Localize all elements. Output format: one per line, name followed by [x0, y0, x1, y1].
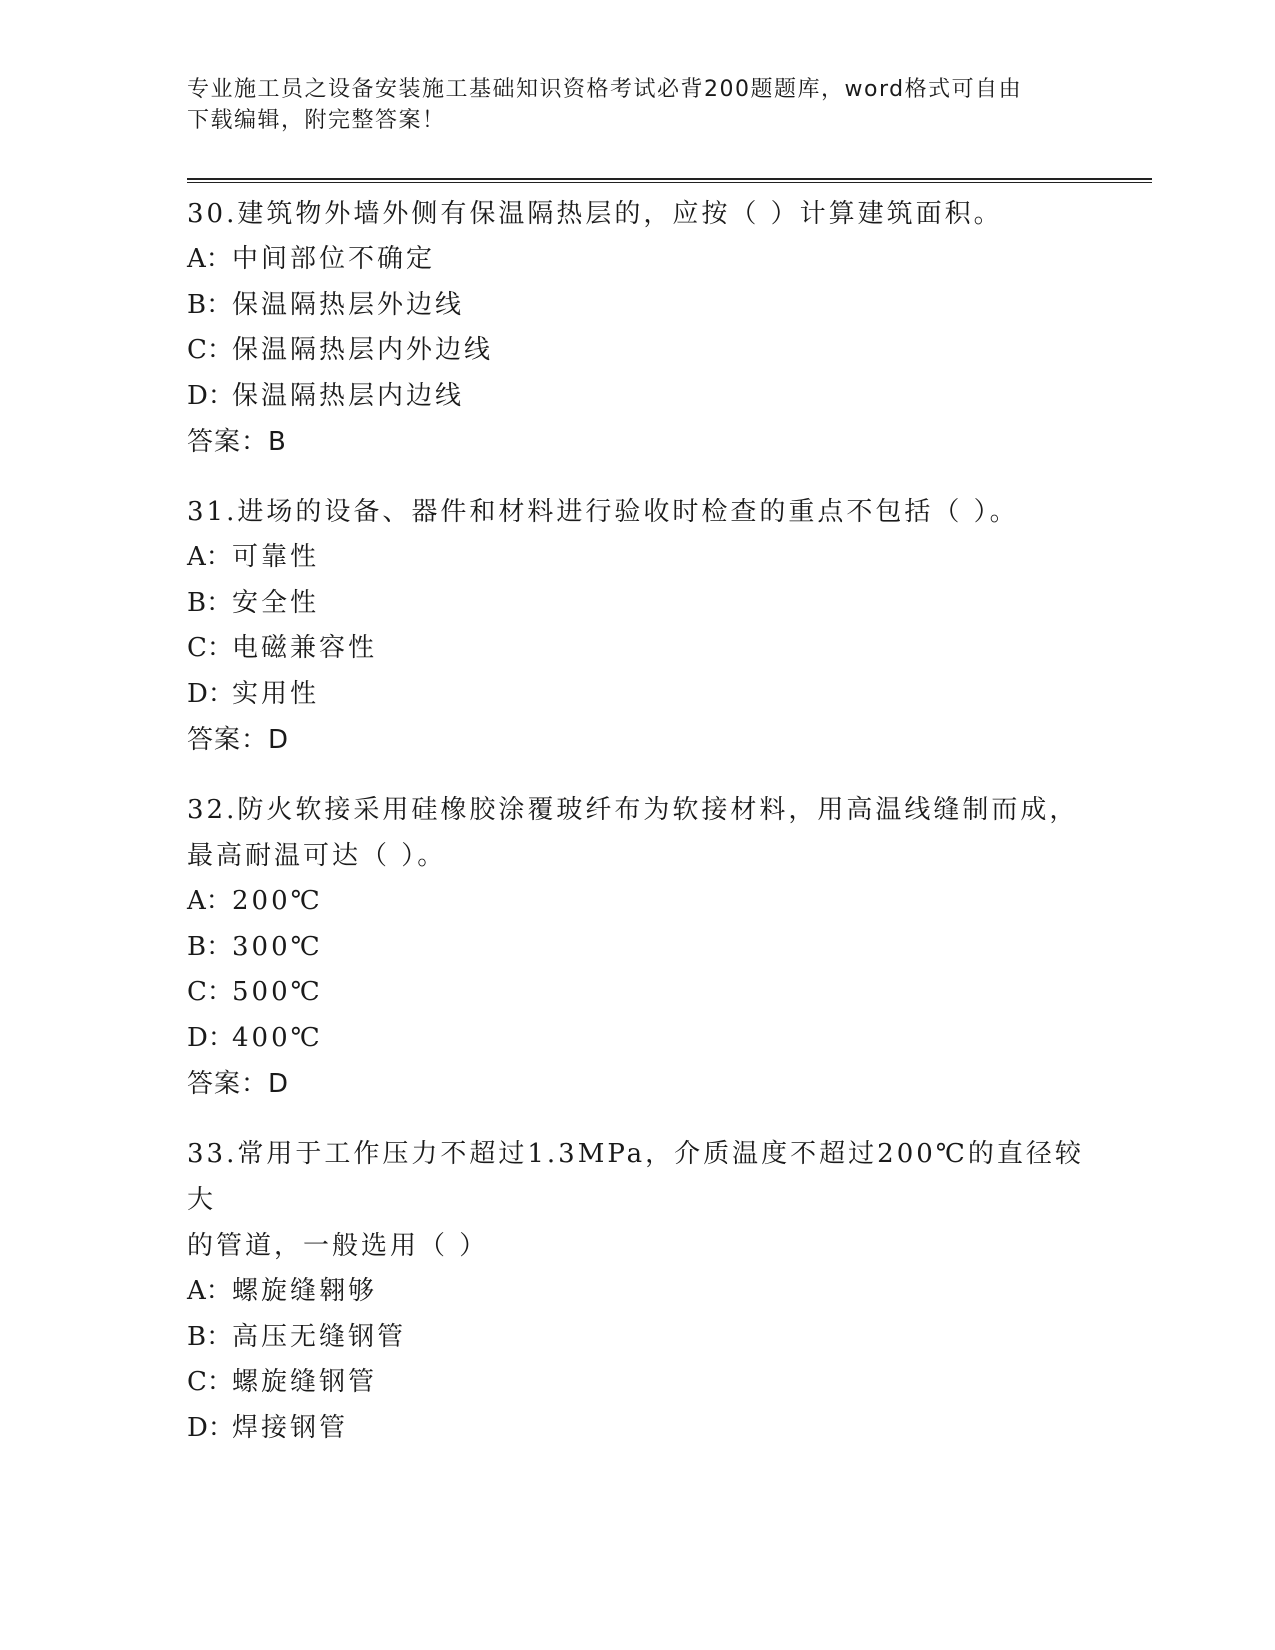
- option-text: 实用性: [232, 678, 320, 709]
- option-letter: B：: [187, 289, 233, 320]
- option-c: [187, 1360, 1087, 1406]
- option-text: 300℃: [232, 931, 323, 962]
- answer-line: 答案：D: [187, 1069, 290, 1099]
- option-b: [187, 283, 1087, 329]
- option-a: [187, 1269, 1087, 1315]
- option-text: 可靠性: [232, 542, 320, 572]
- option-d: [187, 374, 1087, 420]
- question-list: [187, 191, 1087, 1475]
- option-text: 螺旋缝翱够: [232, 1276, 378, 1306]
- option-c: [187, 626, 1087, 672]
- question-text: 30.建筑物外墙外侧有保温隔热层的，应按（ ）计算建筑面积。: [187, 199, 1003, 229]
- question-33: [187, 1131, 1087, 1451]
- option-letter: A：: [187, 244, 232, 274]
- header-line-2: 下载编辑，附完整答案！: [187, 108, 446, 133]
- option-text: 高压无缝钢管: [232, 1321, 407, 1352]
- option-letter: B：: [187, 931, 233, 962]
- option-text: 焊接钢管: [232, 1412, 349, 1443]
- option-d: [187, 672, 1087, 718]
- option-letter: C：: [187, 633, 233, 663]
- option-letter: B：: [187, 587, 233, 618]
- option-letter: A：: [187, 542, 232, 572]
- header-divider: [187, 178, 1152, 183]
- option-letter: A：: [187, 886, 232, 916]
- question-30: [187, 191, 1087, 465]
- option-d: [187, 1016, 1087, 1062]
- header-line-1: 专业施工员之设备安装施工基础知识资格考试必背200题题库，word格式可自由: [187, 77, 1023, 102]
- option-b: [187, 581, 1087, 627]
- option-text: 保温隔热层内边线: [232, 380, 465, 411]
- option-b: [187, 1315, 1087, 1361]
- question-text: 31.进场的设备、器件和材料进行验收时检查的重点不包括（ ）。: [187, 497, 1019, 527]
- option-text: 电磁兼容性: [232, 633, 378, 663]
- option-b: [187, 925, 1087, 971]
- option-text: 保温隔热层内外边线: [232, 335, 494, 365]
- answer-line: 答案：B: [187, 427, 287, 457]
- option-letter: B：: [187, 1321, 233, 1352]
- option-text: 500℃: [232, 977, 323, 1007]
- option-a: [187, 535, 1087, 581]
- question-text: 32.防火软接采用硅橡胶涂覆玻纤布为软接材料，用高温线缝制而成，: [187, 795, 1079, 825]
- option-text: 保温隔热层外边线: [232, 289, 465, 320]
- option-letter: D：: [187, 1022, 234, 1053]
- option-letter: A：: [187, 1276, 232, 1306]
- option-text: 螺旋缝钢管: [232, 1367, 378, 1397]
- option-letter: C：: [187, 1367, 233, 1397]
- option-text: 安全性: [232, 587, 320, 618]
- option-text: 200℃: [232, 886, 323, 916]
- option-letter: D：: [187, 678, 234, 709]
- option-text: 中间部位不确定: [232, 244, 436, 274]
- question-text-continued: 最高耐温可达（ ）。: [187, 841, 447, 871]
- option-c: [187, 328, 1087, 374]
- option-letter: C：: [187, 335, 233, 365]
- option-c: [187, 970, 1087, 1016]
- option-letter: C：: [187, 977, 233, 1007]
- option-text: 400℃: [232, 1022, 323, 1053]
- question-31: [187, 489, 1087, 763]
- document-header: [187, 74, 1087, 136]
- option-letter: D：: [187, 1412, 234, 1443]
- answer-line: 答案：D: [187, 725, 290, 755]
- option-a: [187, 237, 1087, 283]
- option-letter: D：: [187, 380, 234, 411]
- question-text: 33.常用于工作压力不超过1.3MPa，介质温度不超过200℃的直径较大: [187, 1139, 1084, 1215]
- option-a: [187, 879, 1087, 925]
- question-text-continued: 的管道，一般选用（ ）: [187, 1231, 489, 1261]
- question-32: [187, 787, 1087, 1107]
- option-d: [187, 1406, 1087, 1452]
